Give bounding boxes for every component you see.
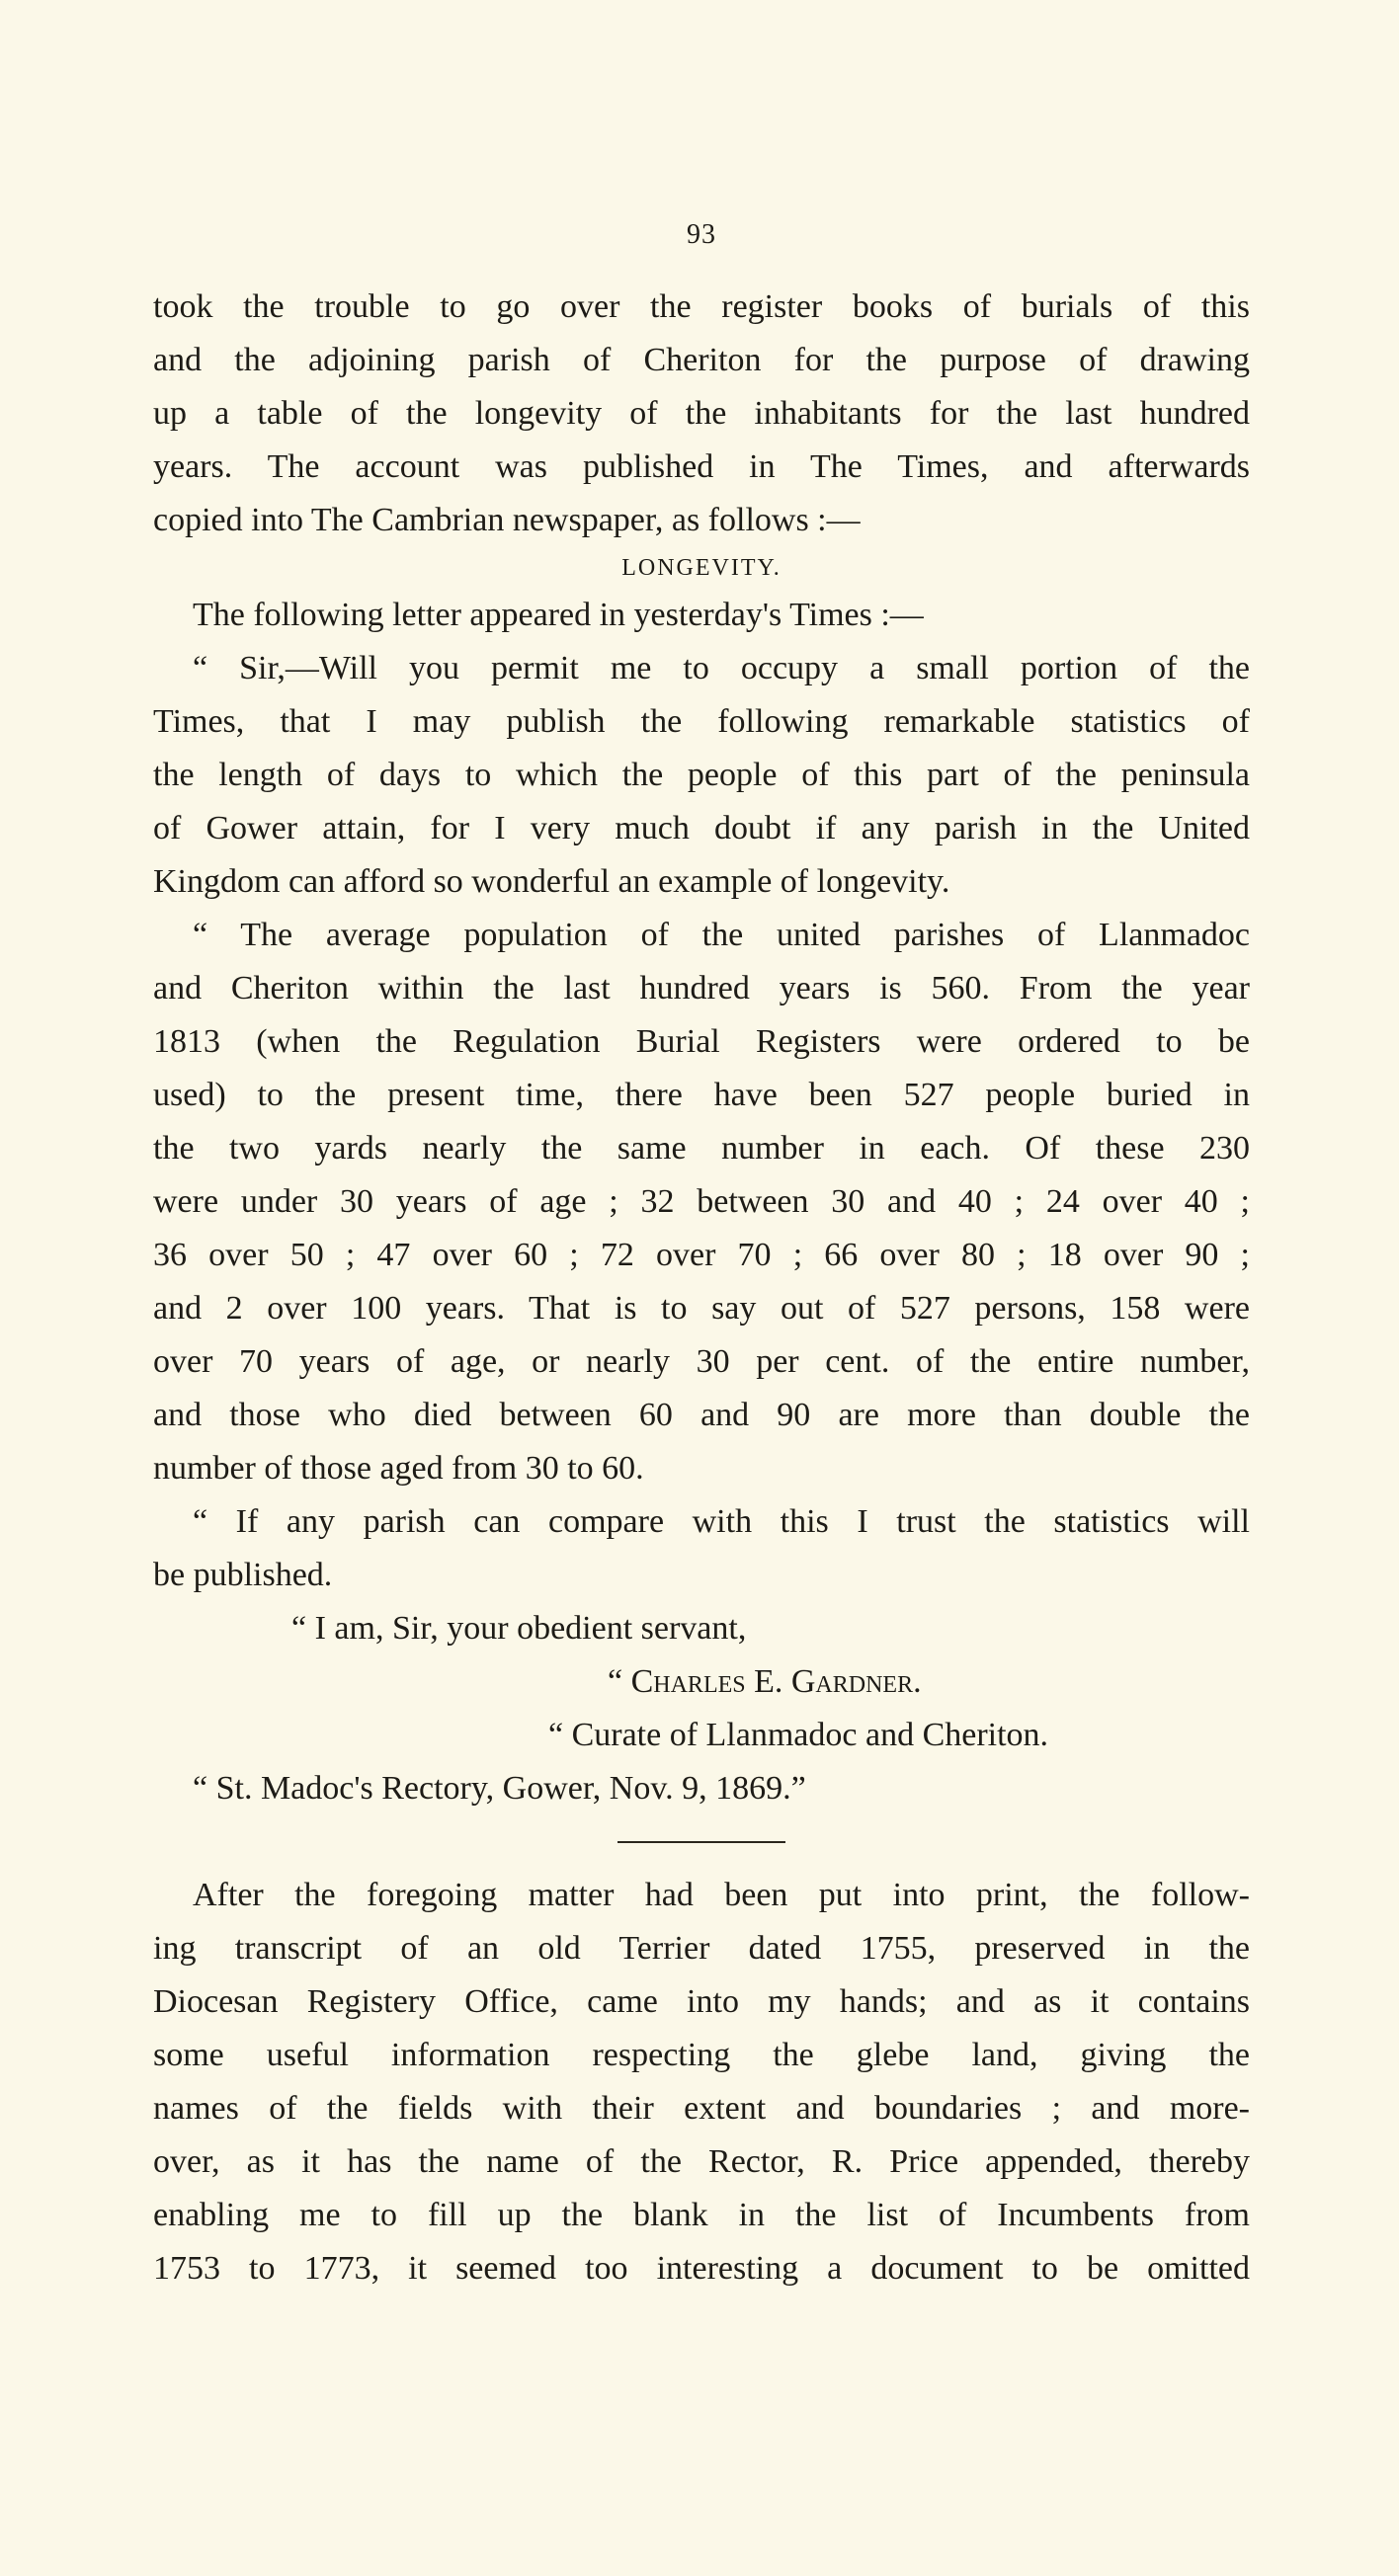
body-text	[153, 281, 1250, 2295]
text-line: and those who died between 60 and 90 are more than double the	[153, 1397, 1250, 1433]
text-line: Diocesan Registery Office, came into my hands; and as it contains	[153, 1983, 1250, 2020]
text-line: used) to the present time, there have been 527 people buried in	[153, 1077, 1250, 1113]
text-line: Kingdom can afford so wonderful an example of longevity.	[153, 863, 950, 900]
text-line: 1753 to 1773, it seemed too interesting a document to be omitted	[153, 2250, 1250, 2287]
signature-name: “ Charles E. Gardner.	[608, 1663, 922, 1700]
text-line: After the foregoing matter had been put into print, the follow-	[193, 1877, 1250, 1913]
text-line: “ If any parish can compare with this I trust the statistics will	[193, 1503, 1250, 1540]
text-line: over 70 years of age, or nearly 30 per cent. of the entire number,	[153, 1343, 1250, 1380]
signature-address: “ St. Madoc's Rectory, Gower, Nov. 9, 1869.”	[193, 1770, 806, 1807]
text-line: and Cheriton within the last hundred years is 560. From the year	[153, 970, 1250, 1006]
text-line: “ I am, Sir, your obedient servant,	[291, 1610, 747, 1647]
text-line: some useful information respecting the glebe land, giving the	[153, 2037, 1250, 2073]
text-line: the length of days to which the people of this part of the peninsula	[153, 757, 1250, 793]
book-page	[153, 0, 1250, 2576]
section-divider	[617, 1841, 785, 1843]
text-line: names of the fields with their extent and boundaries ; and more-	[153, 2090, 1250, 2127]
text-line: up a table of the longevity of the inhabitants for the last hundred	[153, 395, 1250, 432]
text-line: Times, that I may publish the following remarkable statistics of	[153, 703, 1250, 740]
text-line: and 2 over 100 years. That is to say out of 527 persons, 158 were	[153, 1290, 1250, 1327]
text-line: years. The account was published in The Times, and afterwards	[153, 448, 1250, 485]
text-line: “ Sir,—Will you permit me to occupy a small portion of the	[193, 650, 1250, 686]
text-line: be published.	[153, 1557, 333, 1593]
text-line: the two yards nearly the same number in each. Of these 230	[153, 1130, 1250, 1167]
text-line: took the trouble to go over the register books of burials of this	[153, 288, 1250, 325]
text-line: ing transcript of an old Terrier dated 1755, preserved in the	[153, 1930, 1250, 1967]
text-line: “ The average population of the united parishes of Llanmadoc	[193, 917, 1250, 953]
text-line: were under 30 years of age ; 32 between 30 and 40 ; 24 over 40 ;	[153, 1183, 1250, 1220]
section-heading: LONGEVITY.	[621, 555, 782, 581]
signature-title: “ Curate of Llanmadoc and Cheriton.	[548, 1717, 1049, 1753]
page-number: 93	[687, 219, 716, 250]
text-line: and the adjoining parish of Cheriton for the purpose of drawing	[153, 342, 1250, 378]
text-line: copied into The Cambrian newspaper, as follows :—	[153, 502, 861, 538]
text-line: number of those aged from 30 to 60.	[153, 1450, 644, 1487]
text-line: over, as it has the name of the Rector, R. Price appended, thereby	[153, 2143, 1250, 2180]
text-line: 1813 (when the Regulation Burial Registers were ordered to be	[153, 1023, 1250, 1060]
text-line: of Gower attain, for I very much doubt if any parish in the United	[153, 810, 1250, 846]
text-line: The following letter appeared in yesterday's Times :—	[193, 597, 924, 633]
text-line: enabling me to fill up the blank in the list of Incumbents from	[153, 2197, 1250, 2233]
text-line: 36 over 50 ; 47 over 60 ; 72 over 70 ; 66 over 80 ; 18 over 90 ;	[153, 1237, 1250, 1273]
